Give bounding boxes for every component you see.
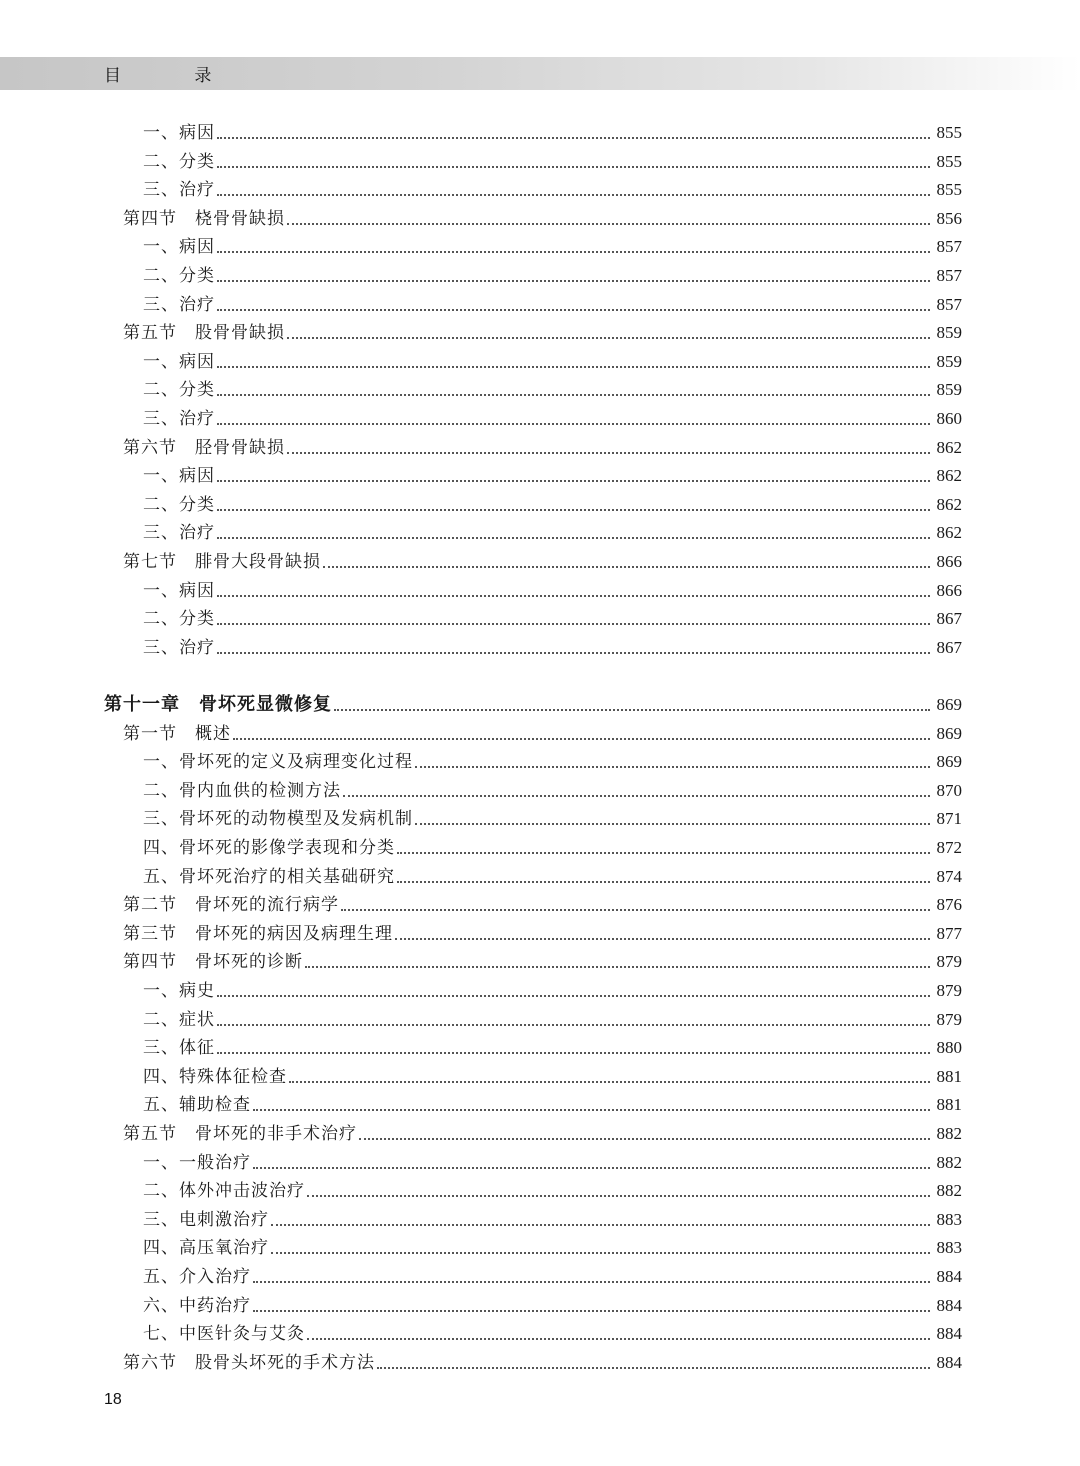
toc-entry-section[interactable]	[123, 891, 962, 919]
toc-entry-page: 869	[936, 723, 962, 743]
toc-entry-page: 874	[936, 866, 962, 886]
toc-entry-page: 884	[936, 1324, 962, 1344]
toc-entry-label: 第三节 骨坏死的病因及病理生理	[123, 923, 393, 944]
toc-entry-label: 三、治疗	[143, 637, 215, 658]
toc-entry-section[interactable]	[123, 548, 962, 576]
toc-entry-item[interactable]	[143, 1063, 962, 1091]
toc-entry-label: 一、病因	[143, 237, 215, 258]
toc-entry-item[interactable]	[143, 291, 962, 319]
toc-entry-item[interactable]	[143, 376, 962, 404]
toc-entry-item[interactable]	[143, 805, 962, 833]
toc-entry-label: 第十一章 骨坏死显微修复	[104, 694, 332, 715]
dot-leader	[217, 262, 930, 290]
toc-entry-label: 一、一般治疗	[143, 1152, 251, 1173]
dot-leader	[397, 863, 930, 891]
toc-entry-item[interactable]	[143, 519, 962, 547]
dot-leader	[217, 348, 930, 376]
toc-entry-page: 862	[936, 437, 962, 457]
toc-entry-label: 一、病因	[143, 466, 215, 487]
dot-leader	[217, 291, 930, 319]
dot-leader	[377, 1349, 930, 1377]
dot-leader	[217, 148, 930, 176]
toc-entry-page: 871	[936, 809, 962, 829]
dot-leader	[217, 233, 930, 261]
toc-entry-page: 862	[936, 494, 962, 514]
dot-leader	[217, 376, 930, 404]
dot-leader	[233, 720, 930, 748]
toc-entry-page: 884	[936, 1352, 962, 1372]
toc-entry-label: 二、分类	[143, 609, 215, 630]
toc-entry-label: 一、病因	[143, 580, 215, 601]
toc-entry-label: 二、体外冲击波治疗	[143, 1181, 305, 1202]
toc-entry-page: 867	[936, 609, 962, 629]
dot-leader	[217, 577, 930, 605]
dot-leader	[217, 1006, 930, 1034]
toc-entry-page: 883	[936, 1209, 962, 1229]
toc-entry-page: 883	[936, 1238, 962, 1258]
dot-leader	[289, 1063, 930, 1091]
toc-entry-section[interactable]	[123, 205, 962, 233]
toc-entry-page: 869	[936, 695, 962, 714]
toc-entry-page: 860	[936, 409, 962, 428]
dot-leader	[217, 405, 930, 433]
toc-entry-item[interactable]	[143, 148, 962, 176]
toc-entry-item[interactable]	[143, 348, 962, 376]
toc-entry-label: 三、骨坏死的动物模型及发病机制	[143, 809, 413, 830]
dot-leader	[253, 1149, 930, 1177]
toc-entry-label: 二、骨内血供的检测方法	[143, 780, 341, 801]
toc-entry-label: 第四节 骨坏死的诊断	[123, 952, 303, 973]
toc-entry-section[interactable]	[123, 920, 962, 948]
toc-entry-page: 872	[936, 838, 962, 857]
toc-entry-item[interactable]	[143, 1292, 962, 1320]
toc-entry-label: 三、治疗	[143, 294, 215, 315]
toc-entry-page: 859	[936, 351, 962, 371]
toc-entry-label: 五、辅助检查	[143, 1095, 251, 1116]
dot-leader	[253, 1292, 930, 1320]
toc-entry-item[interactable]	[143, 491, 962, 519]
dot-leader	[359, 1120, 930, 1148]
toc-entry-page: 882	[936, 1124, 962, 1143]
toc-entry-page: 881	[936, 1095, 962, 1115]
dot-leader	[415, 805, 930, 833]
toc-entry-label: 二、分类	[143, 380, 215, 401]
toc-entry-item[interactable]	[143, 748, 962, 776]
toc-entry-item[interactable]	[143, 262, 962, 290]
toc-entry-item[interactable]	[143, 834, 962, 862]
toc-entry-label: 一、病因	[143, 351, 215, 372]
dot-leader	[323, 548, 930, 576]
toc-entry-label: 二、分类	[143, 266, 215, 286]
toc-entry-item[interactable]	[143, 1320, 962, 1348]
toc-entry-item[interactable]	[143, 1149, 962, 1177]
toc-entry-page: 857	[936, 294, 962, 314]
toc-entry-item[interactable]	[143, 777, 962, 805]
toc-entry-item[interactable]	[143, 1006, 962, 1034]
dot-leader	[305, 948, 930, 976]
toc-entry-page: 884	[936, 1267, 962, 1286]
toc-entry-page: 884	[936, 1295, 962, 1315]
toc-entry-item[interactable]	[143, 863, 962, 891]
toc-entry-label: 四、骨坏死的影像学表现和分类	[143, 838, 395, 858]
toc-entry-page: 866	[936, 580, 962, 600]
toc-entry-label: 二、分类	[143, 494, 215, 515]
toc-entry-label: 三、电刺激治疗	[143, 1209, 269, 1230]
toc-entry-label: 七、中医针灸与艾灸	[143, 1324, 305, 1345]
toc-entry-label: 六、中药治疗	[143, 1295, 251, 1316]
dot-leader	[217, 634, 930, 662]
toc-entry-label: 第四节 桡骨骨缺损	[123, 208, 285, 229]
dot-leader	[334, 691, 930, 719]
dot-leader	[217, 519, 930, 547]
dot-leader	[217, 176, 930, 204]
toc-entry-section[interactable]	[123, 948, 962, 976]
page-number: 18	[104, 1391, 122, 1408]
toc-entry-page: 857	[936, 266, 962, 285]
toc-entry-item[interactable]	[143, 1234, 962, 1262]
toc-entry-label: 第六节 股骨头坏死的手术方法	[123, 1352, 375, 1373]
dot-leader	[217, 1034, 930, 1062]
toc-entry-page: 862	[936, 523, 962, 543]
dot-leader	[287, 434, 930, 462]
dot-leader	[397, 834, 930, 862]
toc-entry-page: 877	[936, 923, 962, 943]
toc-entry-item[interactable]	[143, 1263, 962, 1291]
toc-entry-label: 三、治疗	[143, 523, 215, 544]
toc-entry-label: 五、介入治疗	[143, 1267, 251, 1287]
toc-entry-item[interactable]	[143, 119, 962, 147]
toc-entry-label: 第六节 胫骨骨缺损	[123, 437, 285, 458]
toc-entry-page: 859	[936, 323, 962, 343]
dot-leader	[253, 1263, 930, 1291]
toc-entry-page: 866	[936, 552, 962, 571]
toc-entry-label: 第七节 腓骨大段骨缺损	[123, 552, 321, 572]
toc-entry-page: 859	[936, 380, 962, 400]
toc-entry-label: 四、高压氧治疗	[143, 1238, 269, 1259]
dot-leader	[217, 605, 930, 633]
toc-entry-page: 869	[936, 752, 962, 772]
dot-leader	[307, 1320, 930, 1348]
toc-entry-item[interactable]	[143, 176, 962, 204]
dot-leader	[271, 1234, 930, 1262]
toc-entry-chapter[interactable]	[104, 691, 962, 719]
dot-leader	[217, 491, 930, 519]
toc-entry-label: 三、体征	[143, 1038, 215, 1059]
dot-leader	[287, 319, 930, 347]
toc-entry-label: 三、治疗	[143, 409, 215, 429]
dot-leader	[307, 1177, 930, 1205]
toc-entry-item[interactable]	[143, 1206, 962, 1234]
dot-leader	[341, 891, 930, 919]
toc-entry-page: 857	[936, 237, 962, 257]
toc-entry-page: 856	[936, 208, 962, 228]
dot-leader	[217, 462, 930, 490]
dot-leader	[271, 1206, 930, 1234]
dot-leader	[343, 777, 930, 805]
toc-entry-label: 一、病史	[143, 981, 215, 1001]
toc-entry-page: 882	[936, 1152, 962, 1172]
dot-leader	[287, 205, 930, 233]
toc-entry-section[interactable]	[123, 434, 962, 462]
toc-entry-page: 882	[936, 1181, 962, 1201]
toc-entry-page: 862	[936, 466, 962, 486]
toc-entry-page: 879	[936, 952, 962, 972]
toc-entry-item[interactable]	[143, 462, 962, 490]
toc-entry-label: 第一节 概述	[123, 723, 231, 744]
toc-entry-label: 第五节 股骨骨缺损	[123, 323, 285, 344]
toc-entry-item[interactable]	[143, 233, 962, 261]
toc-entry-page: 879	[936, 1009, 962, 1029]
toc-entry-item[interactable]	[143, 1034, 962, 1062]
toc-entry-page: 855	[936, 123, 962, 142]
toc-entry-section[interactable]	[123, 1120, 962, 1148]
toc-entry-label: 三、治疗	[143, 180, 215, 201]
toc-entry-page: 870	[936, 780, 962, 800]
toc-entry-page: 867	[936, 637, 962, 657]
toc-entry-page: 855	[936, 151, 962, 171]
toc-entry-label: 二、分类	[143, 151, 215, 172]
toc-entry-item[interactable]	[143, 605, 962, 633]
toc-entry-item[interactable]	[143, 1177, 962, 1205]
toc-entry-item[interactable]	[143, 634, 962, 662]
toc-entry-section[interactable]	[123, 1349, 962, 1377]
dot-leader	[395, 920, 930, 948]
toc-entry-page: 881	[936, 1066, 962, 1086]
dot-leader	[217, 119, 930, 147]
toc-entry-label: 五、骨坏死治疗的相关基础研究	[143, 866, 395, 887]
toc-entry-section[interactable]	[123, 720, 962, 748]
toc-entry-page: 879	[936, 981, 962, 1000]
toc-entry-item[interactable]	[143, 1091, 962, 1119]
toc-entry-label: 二、症状	[143, 1009, 215, 1030]
toc-entry-page: 880	[936, 1038, 962, 1058]
toc-entry-label: 一、骨坏死的定义及病理变化过程	[143, 752, 413, 773]
dot-leader	[217, 977, 930, 1005]
toc-entry-page: 855	[936, 180, 962, 200]
dot-leader	[415, 748, 930, 776]
toc-entry-page: 876	[936, 895, 962, 915]
toc-entry-label: 第二节 骨坏死的流行病学	[123, 895, 339, 916]
toc-entry-item[interactable]	[143, 977, 962, 1005]
toc-entry-label: 四、特殊体征检查	[143, 1066, 287, 1087]
toc-entry-label: 第五节 骨坏死的非手术治疗	[123, 1124, 357, 1144]
toc-entry-section[interactable]	[123, 319, 962, 347]
toc-entry-label: 一、病因	[143, 123, 215, 143]
page-title: 目 录	[104, 66, 246, 86]
toc-entry-item[interactable]	[143, 405, 962, 433]
toc-entry-item[interactable]	[143, 577, 962, 605]
dot-leader	[253, 1091, 930, 1119]
